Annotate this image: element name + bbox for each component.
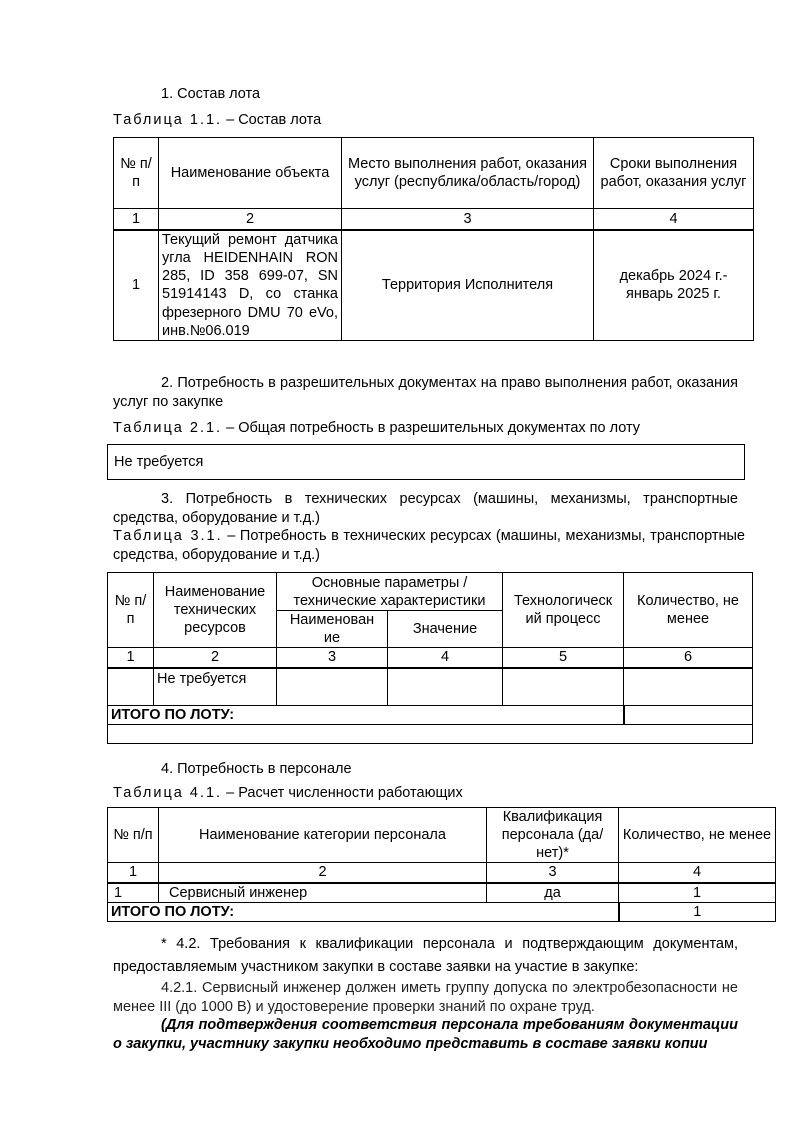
- col-num: 3: [342, 209, 594, 230]
- table-permits: [107, 444, 745, 480]
- table-2-1-caption: [113, 420, 640, 436]
- total-qty: [624, 706, 753, 725]
- col-num: 5: [503, 648, 624, 668]
- qualification: да: [487, 883, 619, 903]
- th-num: № п/п: [108, 573, 154, 648]
- th-params: Основные параметры / технические характеристики: [277, 573, 503, 611]
- col-num: 4: [594, 209, 754, 230]
- section-3-heading: 3. Потребность в технических ресурсах (машины, механизмы, транспортные средства, оборудование и т.д.): [113, 491, 738, 526]
- qty: 1: [619, 883, 776, 903]
- col-num: 3: [277, 648, 388, 668]
- section-4-heading: 4. Потребность в персонале: [161, 761, 352, 777]
- table-lot-composition: [113, 137, 754, 341]
- th-place: Место выполнения работ, оказания услуг (республика/область/город): [342, 138, 594, 209]
- th-object: Наименование объекта: [159, 138, 342, 209]
- section-2-heading: 2. Потребность в разрешительных документах на право выполнения работ, оказания услуг по закупке: [113, 375, 738, 410]
- th-resource-name: Наименование технических ресурсов: [154, 573, 277, 648]
- th-qty: Количество, не менее: [619, 808, 776, 863]
- col-num: 2: [154, 648, 277, 668]
- caption-text: – Общая потребность в разрешительных документах по лоту: [222, 420, 641, 436]
- caption-label: Таблица 4.1.: [113, 785, 223, 801]
- col-num: 2: [159, 863, 487, 883]
- col-num: 1: [108, 648, 154, 668]
- col-num: 2: [159, 209, 342, 230]
- th-category: Наименование категории персонала: [159, 808, 487, 863]
- total-qty: 1: [619, 903, 776, 922]
- caption-label: Таблица 2.1.: [113, 420, 223, 436]
- caption-label: Таблица 1.1.: [113, 112, 223, 128]
- place: Территория Исполнителя: [342, 230, 594, 341]
- table-tech-resources: [107, 572, 753, 744]
- th-qty: Количество, не менее: [624, 573, 753, 648]
- row-num: 1: [108, 883, 159, 903]
- table-4-1-caption: [113, 785, 463, 801]
- total-label: ИТОГО ПО ЛОТУ:: [108, 706, 624, 725]
- th-process: Технологическ ий процесс: [503, 573, 624, 648]
- cell-empty: [624, 668, 753, 706]
- category-name: Сервисный инженер: [159, 883, 487, 903]
- caption-text: – Потребность в технических ресурсах (машины, механизмы, транспортные средства, оборудование и т.д.): [113, 528, 745, 563]
- row-num: 1: [114, 230, 159, 341]
- cell-empty: [108, 668, 154, 706]
- caption-label: Таблица 3.1.: [113, 528, 223, 544]
- section-1-heading: 1. Состав лота: [161, 86, 261, 102]
- th-param-name: Наименован ие: [277, 611, 388, 648]
- cell-empty: [108, 725, 753, 744]
- th-num: № п/п: [114, 138, 159, 209]
- col-num: 3: [487, 863, 619, 883]
- dates: декабрь 2024 г.-январь 2025 г.: [594, 230, 754, 341]
- object-name: Текущий ремонт датчика угла HEIDENHAIN RON 285, ID 358 699-07, SN 51914143 D, со станка фрезерного DMU 70 eVo, инв.№06.019: [159, 230, 342, 341]
- col-num: 4: [388, 648, 503, 668]
- table-1-1-caption: [113, 112, 321, 128]
- col-num: 1: [114, 209, 159, 230]
- th-param-value: Значение: [388, 611, 503, 648]
- section-4-2-heading: * 4.2. Требования к квалификации персонала и подтверждающим документам, предоставляемым участником закупки в составе заявки на участие в закупке:: [113, 936, 738, 975]
- cell-empty: [503, 668, 624, 706]
- table-personnel: [107, 807, 776, 922]
- table-3-1-caption: [113, 527, 745, 565]
- permits-value: Не требуется: [108, 445, 745, 480]
- col-num: 4: [619, 863, 776, 883]
- total-label: ИТОГО ПО ЛОТУ:: [108, 903, 619, 922]
- cell-empty: [388, 668, 503, 706]
- th-num: № п/п: [108, 808, 159, 863]
- col-num: 1: [108, 863, 159, 883]
- resource-name: Не требуется: [154, 668, 277, 706]
- caption-text: – Состав лота: [222, 112, 322, 128]
- th-dates: Сроки выполнения работ, оказания услуг: [594, 138, 754, 209]
- requirement-4-2-1: 4.2.1. Сервисный инженер должен иметь группу допуска по электробезопасности не менее III (до 1000 В) и удостоверение проверки знаний по охране труд.: [113, 980, 738, 1015]
- col-num: 6: [624, 648, 753, 668]
- requirement-note: (Для подтверждения соответствия персонала требованиям документации о закупки, участнику закупки необходимо представить в составе заявки копии: [113, 1017, 738, 1052]
- cell-empty: [277, 668, 388, 706]
- caption-text: – Расчет численности работающих: [222, 785, 463, 801]
- th-qualification: Квалификация персонала (да/нет)*: [487, 808, 619, 863]
